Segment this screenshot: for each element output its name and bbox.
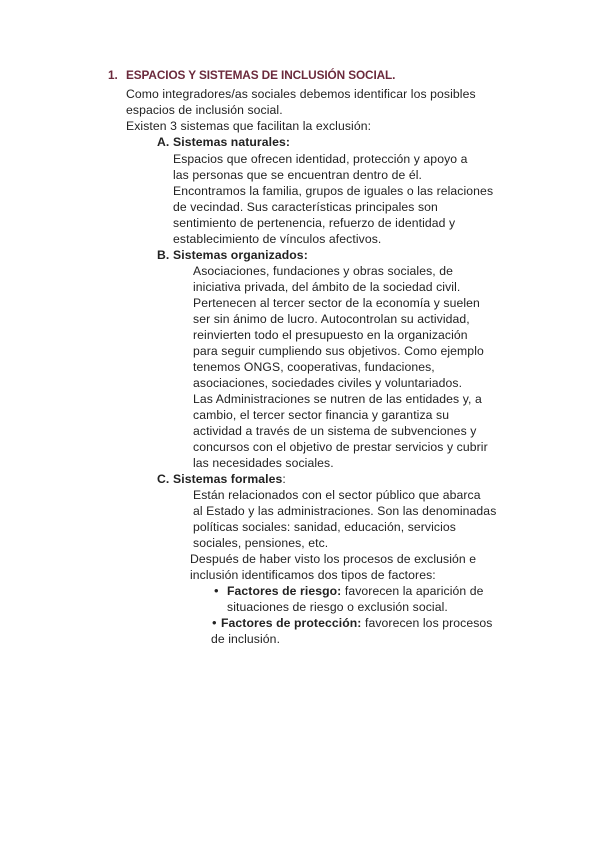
factor-text: favorecen los procesos	[364, 616, 493, 630]
intro-line: espacios de inclusión social.	[126, 103, 283, 117]
factor-item	[227, 583, 484, 599]
system-line: Asociaciones, fundaciones y obras sociales, de	[193, 264, 454, 278]
system-line: las necesidades sociales.	[193, 456, 334, 470]
system-line: las personas que se encuentran dentro de él.	[173, 168, 422, 182]
intro-line: Como integradores/as sociales debemos identificar los posibles	[126, 87, 476, 101]
system-line: inclusión identificamos dos tipos de factores:	[190, 568, 436, 582]
system-line: sentimiento de pertenencia, refuerzo de identidad y	[173, 216, 456, 230]
system-line: tenemos ONGS, cooperativas, fundaciones,	[193, 360, 435, 374]
system-title-wrap	[173, 471, 286, 487]
factor-term: Factores de riesgo:	[227, 584, 342, 598]
factor-term: Factores de protección:	[221, 616, 362, 630]
bullet-icon: •	[214, 583, 219, 598]
system-line: asociaciones, sociedades civiles y voluntariados.	[193, 376, 463, 390]
system-line: para seguir cumpliendo sus objetivos. Como ejemplo	[193, 344, 484, 358]
system-title: Sistemas organizados:	[173, 248, 308, 262]
factor-continuation: situaciones de riesgo o exclusión social.	[227, 600, 448, 614]
system-letter: B.	[157, 248, 170, 262]
system-line: Las Administraciones se nutren de las entidades y, a	[193, 392, 482, 406]
system-line: establecimiento de vínculos afectivos.	[173, 232, 382, 246]
system-letter: C.	[157, 472, 170, 486]
system-line: Están relacionados con el sector público que abarca	[193, 488, 481, 502]
factor-item	[221, 615, 493, 631]
section-number: 1.	[108, 68, 118, 82]
system-line: Pertenecen al tercer sector de la economía y suelen	[193, 296, 480, 310]
system-line: Encontramos la familia, grupos de iguales o las relaciones	[173, 184, 494, 198]
factor-text: favorecen la aparición de	[344, 584, 484, 598]
system-line: políticas sociales: sanidad, educación, servicios	[193, 520, 457, 534]
factor-continuation: de inclusión.	[211, 632, 281, 646]
system-line: iniciativa privada, del ámbito de la sociedad civil.	[193, 280, 461, 294]
system-line: reinvierten todo el presupuesto en la organización	[193, 328, 468, 342]
intro-line: Existen 3 sistemas que facilitan la exclusión:	[126, 119, 372, 133]
system-line: Después de haber visto los procesos de exclusión e	[190, 552, 477, 566]
system-line: concursos con el objetivo de prestar servicios y cubrir	[193, 440, 488, 454]
system-line: cambio, el tercer sector financia y garantiza su	[193, 408, 450, 422]
system-title: Sistemas formales	[173, 472, 283, 486]
system-line: Espacios que ofrecen identidad, protección y apoyo a	[173, 152, 468, 166]
bullet-icon: •	[212, 615, 217, 630]
system-title-suffix: :	[282, 472, 286, 486]
system-line: de vecindad. Sus características principales son	[173, 200, 438, 214]
system-title: Sistemas naturales:	[173, 135, 291, 149]
section-title: ESPACIOS Y SISTEMAS DE INCLUSIÓN SOCIAL.	[126, 68, 396, 82]
system-line: ser sin ánimo de lucro. Autocontrolan su actividad,	[193, 312, 470, 326]
system-line: actividad a través de un sistema de subvenciones y	[193, 424, 477, 438]
system-letter: A.	[157, 135, 170, 149]
system-line: sociales, pensiones, etc.	[193, 536, 329, 550]
system-line: al Estado y las administraciones. Son las denominadas	[193, 504, 497, 518]
